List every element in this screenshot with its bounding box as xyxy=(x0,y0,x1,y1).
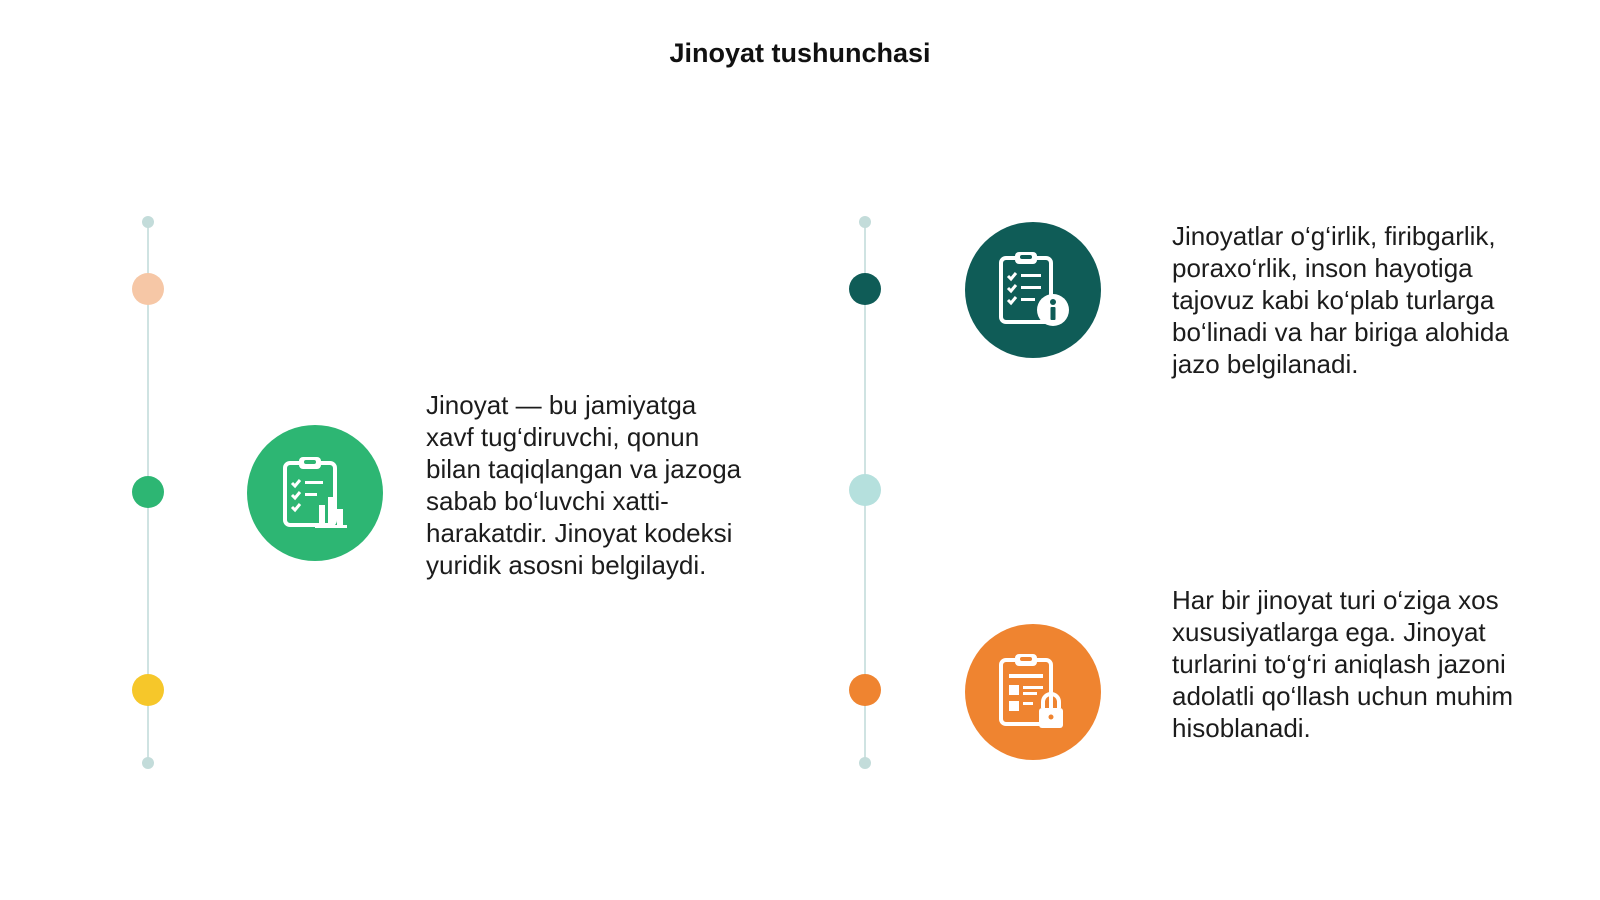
left-timeline-node-peach xyxy=(132,273,164,305)
item-3-text: Har bir jinoyat turi o‘ziga xos xususiyatlarga ega. Jinoyat turlarini to‘g‘ri aniqlash jazoni adolatli qo‘llash uchun muhim hisoblanadi. xyxy=(1172,585,1514,743)
item-2-text: Jinoyatlar o‘g‘irlik, firibgarlik, poraxo‘rlik, inson hayotiga tajovuz kabi ko‘plab turlarga bo‘linadi va har biriga alohida jazo belgilanadi. xyxy=(1172,221,1509,379)
right-timeline-node-teal xyxy=(849,273,881,305)
right-timeline-bottom-end xyxy=(859,757,871,769)
badge-green xyxy=(247,425,383,561)
left-timeline-bottom-end xyxy=(142,757,154,769)
badge-teal xyxy=(965,222,1101,358)
clipboard-lock-icon xyxy=(995,652,1071,732)
clipboard-info-icon xyxy=(995,250,1071,330)
right-timeline-top-end xyxy=(859,216,871,228)
item-1-text: Jinoyat — bu jamiyatga xavf tug‘diruvchi, qonun bilan taqiqlangan va jazoga sabab bo‘luvchi xatti-harakatdir. Jinoyat kodeksi yuridik asosni belgilaydi. xyxy=(426,390,742,580)
right-timeline-node-mint xyxy=(849,474,881,506)
left-timeline-top-end xyxy=(142,216,154,228)
page-title: Jinoyat tushunchasi xyxy=(669,38,931,68)
badge-orange xyxy=(965,624,1101,760)
left-timeline-node-green xyxy=(132,476,164,508)
left-timeline-node-yellow xyxy=(132,674,164,706)
right-timeline-node-orange xyxy=(849,674,881,706)
clipboard-chart-icon xyxy=(279,455,351,531)
